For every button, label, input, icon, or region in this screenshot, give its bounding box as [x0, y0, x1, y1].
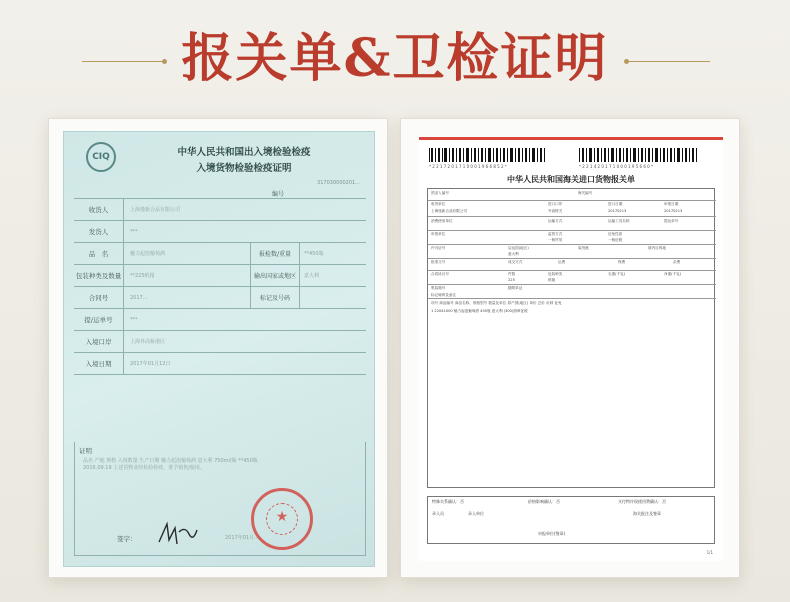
form-field: 海关编号 [578, 191, 593, 195]
form-field: 预录入编号 [431, 191, 449, 195]
table-row [74, 287, 366, 309]
handwritten-signature [155, 518, 201, 548]
row-value: 魅力起泡葡萄酒 [130, 251, 166, 257]
form-field: 毛重(千克) [608, 272, 626, 276]
certificate-serial: 317030000201... [317, 180, 360, 186]
declare-unit-label: 申报单位(签章) [538, 531, 566, 536]
row-label: 包装种类及数量 [74, 265, 124, 286]
row-label-2: 标记及号码 [250, 287, 300, 308]
barcode-number-left: * 2 2 1 7 2 0 1 7 1 0 0 0 1 9 6 6 8 5 2 * [429, 164, 507, 169]
form-value: 外高桥关 [548, 209, 563, 213]
row-value-2: 意大利 [304, 273, 320, 279]
barcode-number-right: * 2 2 1 4 2 0 1 7 1 0 0 0 1 9 5 6 6 0 * [579, 164, 653, 169]
row-label: 合同号 [74, 287, 124, 308]
form-field: 净重(千克) [664, 272, 682, 276]
title-decoration-left [82, 61, 164, 62]
barcode-icon [429, 148, 699, 164]
title-row [0, 18, 790, 98]
customs-note-label: 海关批注及签章 [633, 511, 661, 516]
customs-form-frame [400, 118, 740, 578]
page-title: 报关单&卫检证明 [181, 28, 609, 89]
form-field: 件数 [508, 272, 516, 276]
form-title: 中华人民共和国海关进口货物报关单 [507, 175, 635, 184]
sign-date: 2017年01月... [225, 535, 259, 541]
row-label-2: 输出国家或地区 [250, 265, 300, 286]
form-value: 上海逸新合品有限公司 [431, 209, 467, 213]
form-field: 许可证号 [431, 246, 446, 250]
row-label: 提/运单号 [74, 309, 124, 330]
form-row [428, 245, 716, 259]
form-field: 征免性质 [608, 232, 623, 236]
certificate-frame [48, 118, 388, 578]
certificate-title-line1: 中华人民共和国出入境检验检疫 [177, 147, 311, 158]
row-label: 入境日期 [74, 353, 124, 374]
table-row [74, 265, 366, 287]
row-value: 2017年01月12日 [130, 361, 171, 367]
form-row [428, 259, 716, 271]
table-row [74, 243, 366, 265]
form-value: 一般贸易 [548, 238, 563, 242]
table-row [74, 331, 366, 353]
form-field: 境内目的地 [648, 246, 666, 250]
row-value: **225纸箱 [130, 273, 155, 279]
proof-text: 品名 产地 规格 入境数量 生产日期 魅力起泡葡萄酒 意大利 750ml/瓶 **450瓶 2016.09.19 上述货物业经检验检疫，准予销售/使用。 [83, 458, 258, 471]
special-relation-confirm: 特殊关系确认：否 [432, 499, 464, 504]
form-field: 启运国(地区) [508, 246, 529, 250]
form-field: 装货港 [578, 246, 589, 250]
inspection-certificate [63, 131, 375, 567]
form-row [428, 285, 716, 299]
form-field: 保费 [618, 260, 626, 264]
row-value-2: **450瓶 [304, 251, 324, 257]
form-field: 进口口岸 [548, 202, 563, 206]
sign-label: 签字： [117, 535, 137, 543]
row-label-2: 报检数/重量 [250, 243, 300, 264]
goods-line: 1 22041000 魅力起泡葡萄酒 450瓶 意大利 (300)照章征税 [431, 309, 528, 313]
form-field: 标记唛码及备注 [431, 293, 457, 297]
form-value: 意大利 [508, 252, 519, 256]
ciq-logo-icon: CIQ [86, 142, 116, 172]
form-field: 批准文号 [431, 260, 446, 264]
row-label: 收货人 [74, 199, 124, 220]
form-field: 运费 [558, 260, 566, 264]
customs-declaration-form [419, 137, 723, 561]
entry-unit-label: 录入单位 [468, 511, 484, 516]
stamp-star-icon: ★ [275, 509, 289, 525]
page-number: 1/1 [706, 550, 713, 555]
price-impact-confirm: 价格影响确认：否 [528, 499, 560, 504]
form-value: 一般征税 [608, 238, 623, 242]
form-field: 消费使用单位 [431, 219, 453, 223]
form-row [428, 271, 716, 285]
table-row [74, 353, 366, 375]
official-stamp-icon [251, 488, 313, 550]
form-field: 运输方式 [548, 219, 563, 223]
row-value-2 [300, 287, 366, 308]
form-row [428, 231, 716, 245]
goods-header: 项号 商品编号 商品名称、规格型号 数量及单位 原产国(地区) 单价 总价 币制 征免 [431, 301, 562, 305]
form-value: 20170213 [664, 209, 683, 213]
row-value: *** [130, 316, 138, 323]
row-value: *** [130, 228, 138, 235]
form-value: 225 [508, 278, 515, 282]
form-field: 进口日期 [608, 202, 623, 206]
form-field: 随附单证 [508, 286, 523, 290]
certificate-number-label: 编号 [271, 191, 284, 198]
row-value: 上海逸新合品有限公司 [130, 207, 181, 213]
title-decoration-right [628, 61, 710, 62]
form-field: 收货单位 [431, 202, 446, 206]
row-label: 品 名 [74, 243, 124, 264]
table-row [74, 309, 366, 331]
form-row [428, 217, 716, 231]
certificate-proof-section [74, 442, 366, 556]
form-field-grid [427, 188, 715, 488]
form-field: 运输工具名称 [608, 219, 630, 223]
form-field: 监管方式 [548, 232, 563, 236]
form-field: 成交方式 [508, 260, 523, 264]
title-dot-left [162, 59, 167, 64]
form-value: 纸箱 [548, 278, 556, 282]
form-row [428, 201, 716, 217]
form-row [428, 189, 716, 201]
table-row [74, 199, 366, 221]
form-value: 20170213 [608, 209, 627, 213]
table-row [74, 221, 366, 243]
form-field: 包装种类 [548, 272, 563, 276]
royalty-confirm: 支付特许权使用费确认：否 [618, 499, 666, 504]
row-value: 上海外高桥港区 [130, 339, 166, 345]
certificate-title-line2: 入境货物检验检疫证明 [196, 163, 292, 174]
form-field: 杂费 [673, 260, 681, 264]
form-field: 申报单位 [431, 232, 446, 236]
form-field: 提运单号 [664, 219, 679, 223]
form-field: 集装箱号 [431, 286, 446, 290]
row-label: 发货人 [74, 221, 124, 242]
form-footer [427, 496, 715, 544]
form-field: 申报日期 [664, 202, 679, 206]
row-label: 入境口岸 [74, 331, 124, 352]
entry-person-label: 录入员 [432, 511, 444, 516]
proof-label: 证明 [79, 447, 92, 455]
row-value: 2017... [130, 294, 148, 301]
goods-list [428, 299, 716, 489]
form-field: 合同协议号 [431, 272, 449, 276]
certificate-table [74, 198, 366, 375]
